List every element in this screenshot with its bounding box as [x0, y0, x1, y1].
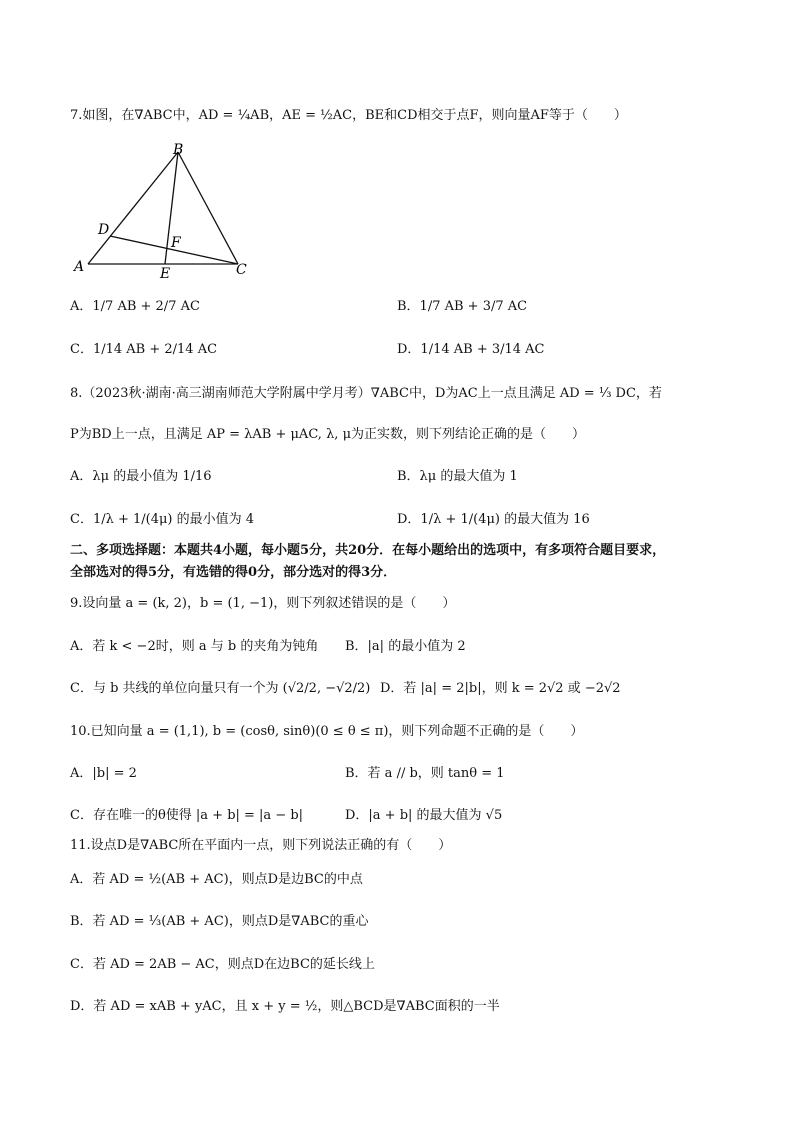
label-e: E	[160, 266, 171, 280]
q8-option-d: D．1/λ + 1/(4μ) 的最大值为 16	[397, 512, 590, 527]
q11-stem: 11.设点D是∇ABC所在平面内一点，则下列说法正确的有（ ）	[70, 838, 452, 853]
q10-option-c: C．存在唯一的θ使得 |a + b| = |a − b|	[70, 808, 304, 823]
q11-option-d: D．若 AD = xAB + yAC，且 x + y = ½，则△BCD是∇ABC面积的一半	[70, 999, 500, 1014]
q10-stem: 10.已知向量 a = (1,1), b = (cosθ, sinθ)(0 ≤ θ ≤ π)，则下列命题不正确的是（ ）	[70, 724, 584, 739]
q7-option-d: D．1/14 AB + 3/14 AC	[397, 342, 545, 357]
q11-option-c: C．若 AD = 2AB − AC，则点D在边BC的延长线上	[70, 957, 375, 972]
side-ab	[88, 152, 178, 264]
q10-option-b: B．若 a // b，则 tanθ = 1	[345, 766, 505, 781]
section-heading	[70, 540, 730, 584]
section-line2: 全部选对的得5分，有选错的得0分，部分选对的得3分．	[70, 565, 397, 580]
q10-option-d: D．|a + b| 的最大值为 √5	[345, 808, 503, 823]
side-bc	[178, 152, 238, 264]
q7-option-b: B．1/7 AB + 3/7 AC	[397, 299, 528, 314]
q9-option-b: B．|a| 的最小值为 2	[345, 639, 466, 654]
q8-stem-line2: P为BD上一点，且满足 AP = λAB + μAC, λ, μ为正实数，则下列结论正确的是（ ）	[70, 427, 586, 442]
q8-option-a: A．λμ 的最小值为 1/16	[70, 469, 212, 484]
triangle-figure	[70, 140, 270, 280]
q8-option-b: B．λμ 的最大值为 1	[397, 469, 518, 484]
q9-stem: 9.设向量 a = (k, 2)，b = (1, −1)，则下列叙述错误的是（ ）	[70, 596, 456, 611]
q7-stem: 7.如图，在∇ABC中，AD = ¼AB，AE = ½AC，BE和CD相交于点F，则向量AF等于（ ）	[70, 108, 627, 123]
q8-stem-line1: 8.（2023秋·湖南·高三湖南师范大学附属中学月考）∇ABC中，D为AC上一点且满足 AD = ⅓ DC，若	[70, 386, 662, 401]
label-a: A	[74, 259, 85, 275]
label-c: C	[236, 262, 247, 278]
q7-option-a: A．1/7 AB + 2/7 AC	[70, 299, 200, 314]
q11-option-b: B．若 AD = ⅓(AB + AC)，则点D是∇ABC的重心	[70, 914, 369, 929]
q9-option-a: A．若 k < −2时，则 a 与 b 的夹角为钝角	[70, 639, 319, 654]
q10-option-a: A．|b| = 2	[70, 766, 137, 781]
q8-option-c: C．1/λ + 1/(4μ) 的最小值为 4	[70, 512, 255, 527]
q9-option-c: C．与 b 共线的单位向量只有一个为 (√2/2, −√2/2)	[70, 681, 371, 696]
triangle-diagram	[70, 140, 270, 280]
label-d: D	[98, 222, 110, 238]
label-f: F	[171, 235, 181, 251]
label-b: B	[173, 142, 184, 158]
q9-option-d: D．若 |a| = 2|b|，则 k = 2√2 或 −2√2	[380, 681, 621, 696]
q11-option-a: A．若 AD = ½(AB + AC)，则点D是边BC的中点	[70, 872, 363, 887]
section-line1: 二、多项选择题：本题共4小题，每小题5分，共20分．在每小题给出的选项中，有多项符合题目要求，	[70, 543, 666, 558]
q7-option-c: C．1/14 AB + 2/14 AC	[70, 342, 218, 357]
